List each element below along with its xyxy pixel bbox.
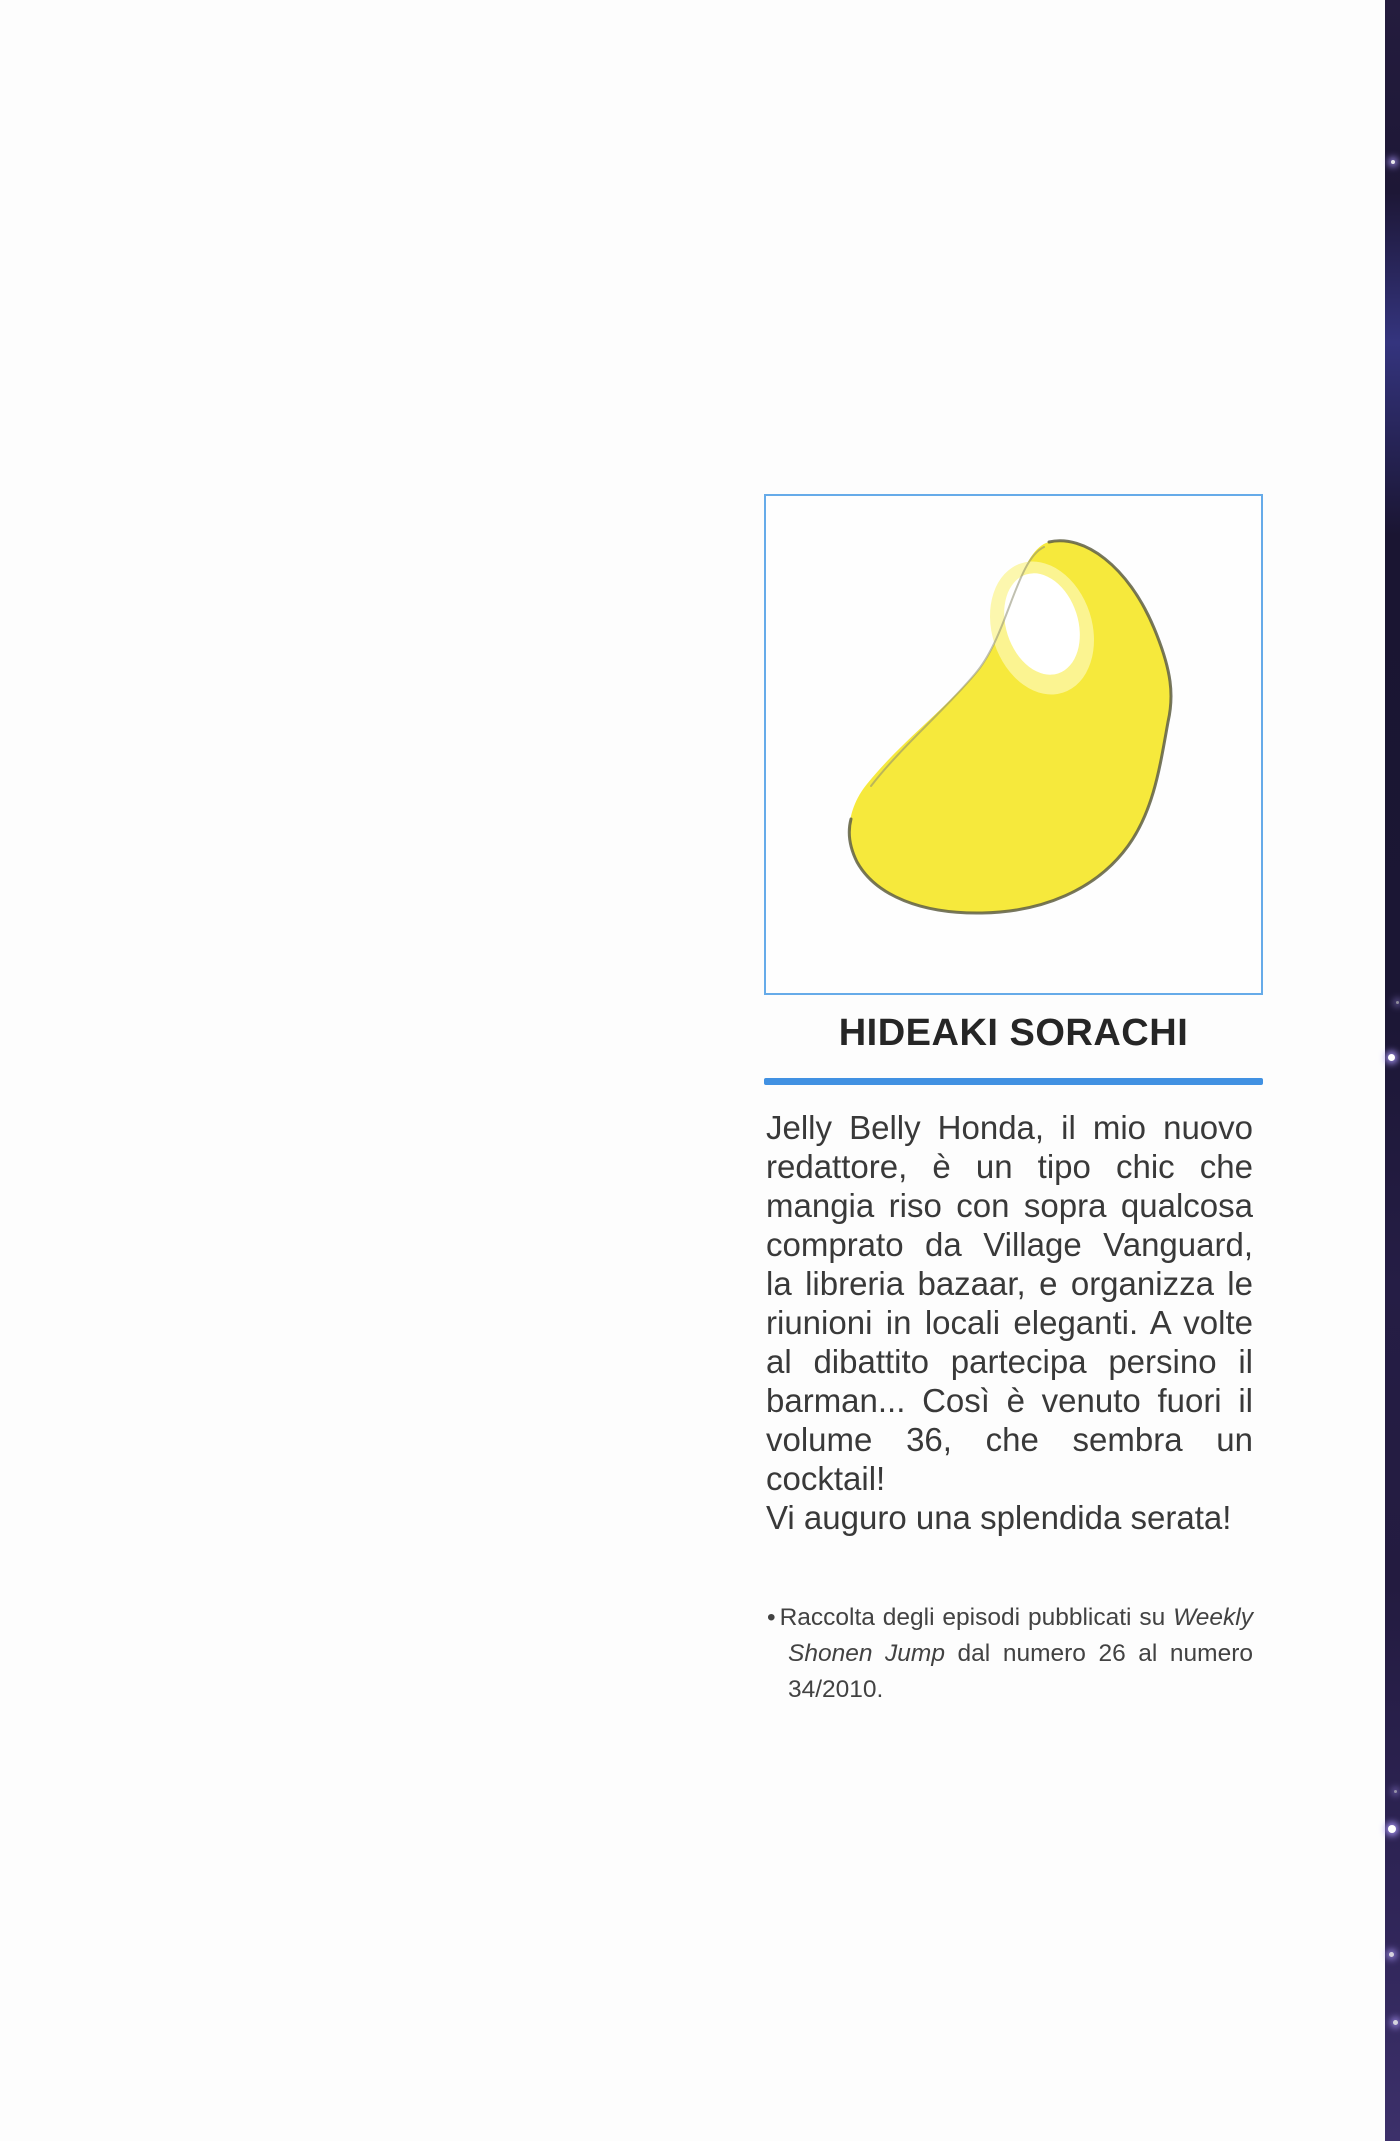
author-comment: [766, 1108, 1253, 1537]
publication-footnote: [767, 1600, 1253, 1708]
jelly-bean-illustration: [766, 496, 1261, 993]
bullet-icon: •: [767, 1604, 776, 1631]
footnote-line: [767, 1600, 1253, 1636]
footnote-line: [788, 1636, 1253, 1672]
comment-line: comprato da Village Vanguard,: [766, 1226, 1253, 1263]
author-name-title: HIDEAKI SORACHI: [838, 1012, 1189, 1054]
star-dot: [1394, 1790, 1397, 1793]
footnote-italic-text: Weekly: [1173, 1604, 1253, 1631]
comment-line: barman... Così è venuto fuori il: [766, 1382, 1253, 1419]
illustration-frame: [764, 494, 1263, 995]
footnote-text: Raccolta degli episodi pubblicati su: [779, 1604, 1174, 1631]
star-dot: [1391, 160, 1395, 164]
star-dot: [1393, 2020, 1398, 2025]
star-dot: [1388, 1825, 1396, 1833]
comment-line: Jelly Belly Honda, il mio nuovo: [766, 1109, 1253, 1146]
footnote-text: dal numero 26 al numero: [944, 1640, 1253, 1667]
comment-line: al dibattito partecipa persino il: [766, 1343, 1253, 1380]
comment-line: Vi auguro una splendida serata!: [766, 1499, 1232, 1536]
star-dot: [1396, 1001, 1399, 1004]
comment-line: mangia riso con sopra qualcosa: [766, 1187, 1253, 1224]
comment-line: la libreria bazaar, e organizza le: [766, 1265, 1253, 1302]
star-dot: [1389, 1952, 1394, 1957]
comment-line: redattore, è un tipo chic che: [766, 1148, 1253, 1185]
footnote-line: 34/2010.: [788, 1676, 884, 1703]
comment-line: cocktail!: [766, 1460, 886, 1497]
star-dot: [1388, 1054, 1395, 1061]
footnote-italic-text: Shonen Jump: [788, 1640, 945, 1667]
comment-line: riunioni in locali eleganti. A volte: [766, 1304, 1253, 1341]
page-edge-stripe: [1385, 0, 1400, 2141]
comment-line: volume 36, che sembra un: [766, 1421, 1253, 1458]
title-underline-rule: [764, 1078, 1263, 1085]
